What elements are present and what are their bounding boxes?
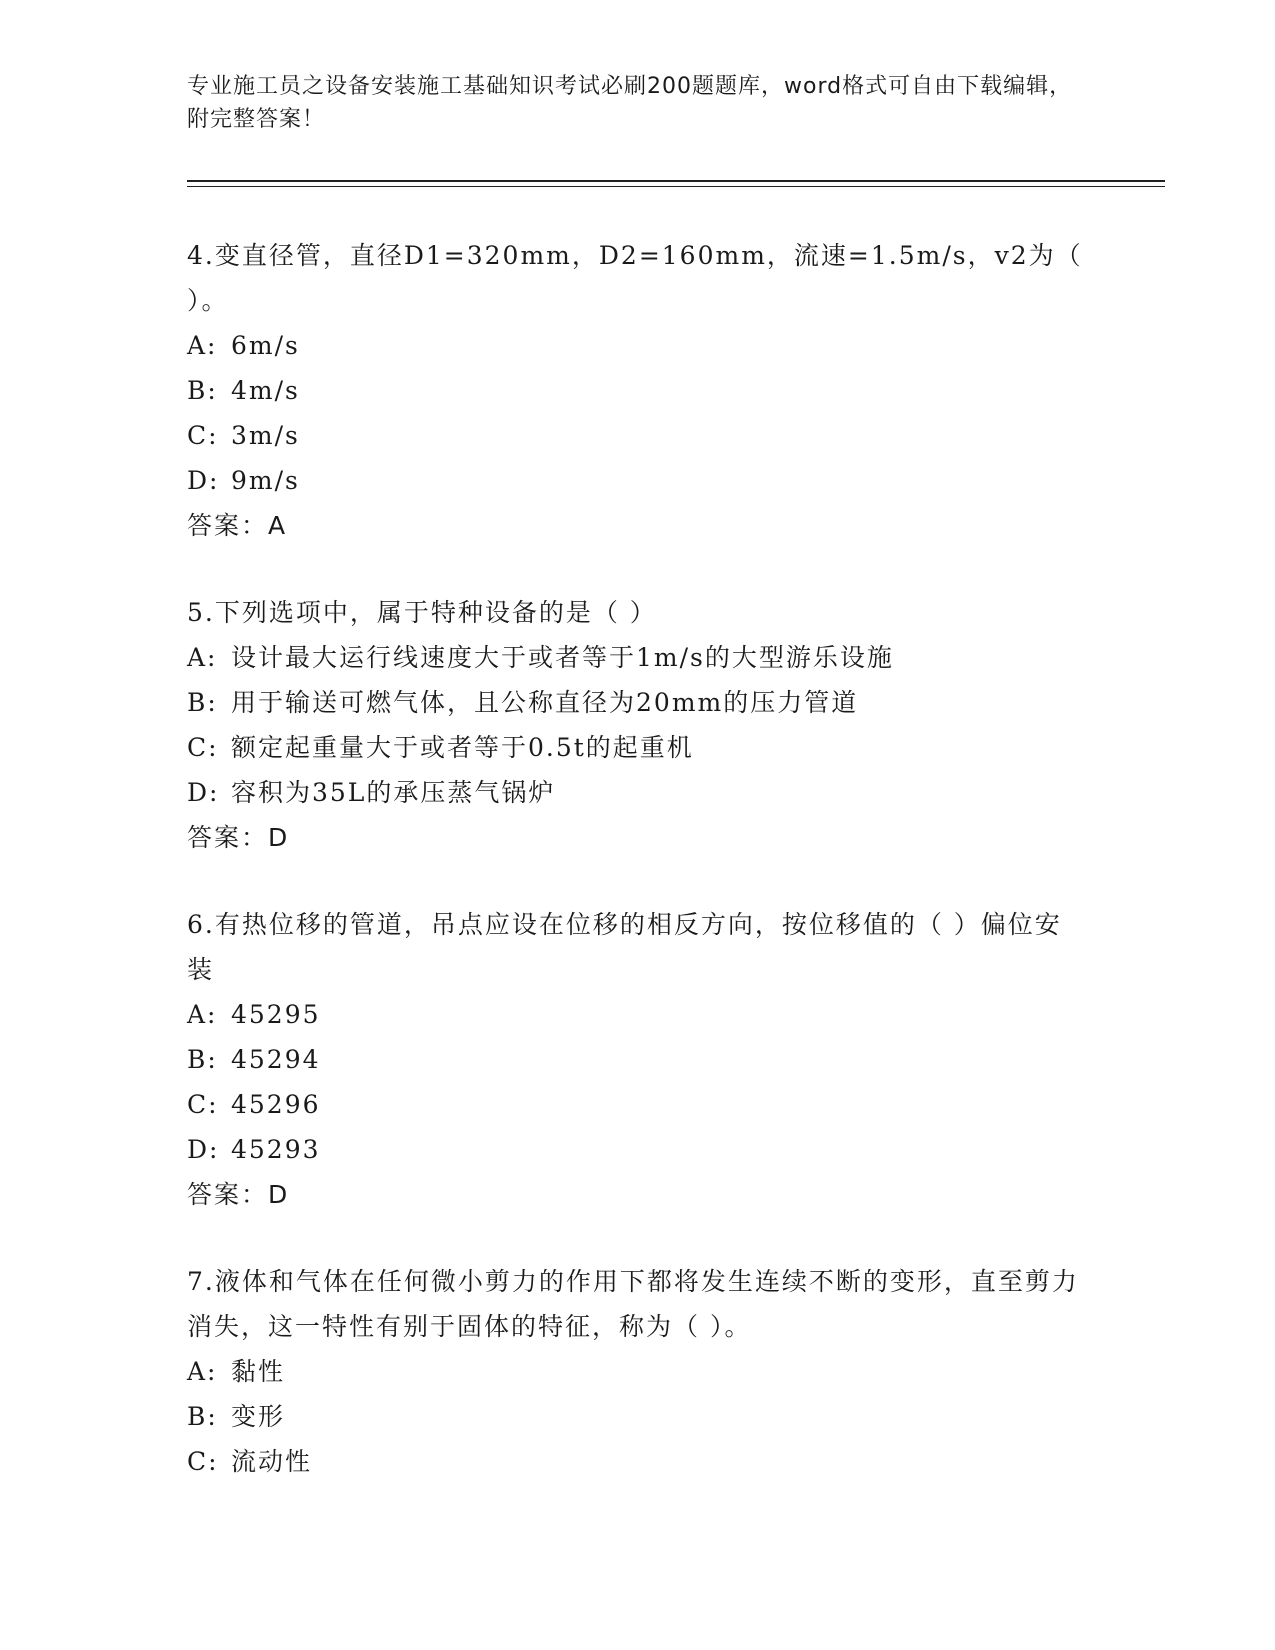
- option-c: [187, 413, 1087, 458]
- option-text: 黏性: [231, 1357, 286, 1386]
- option-text: 45295: [231, 1000, 321, 1029]
- option-text: 9m/s: [231, 466, 300, 495]
- option-letter: A:: [187, 1000, 218, 1029]
- option-text: 45293: [231, 1135, 321, 1164]
- option-text: 用于输送可燃气体，且公称直径为20mm的压力管道: [231, 688, 859, 717]
- question-list: [187, 233, 1087, 1526]
- option-d: [187, 458, 1087, 503]
- option-text: 45294: [231, 1045, 321, 1074]
- question-stem: 4.变直径管，直径D1=320mm，D2=160mm，流速=1.5m/s，v2为（ ）。: [187, 241, 1083, 315]
- option-text: 45296: [231, 1090, 321, 1119]
- answer-label: 答案：D: [187, 1180, 290, 1209]
- answer-label: 答案：D: [187, 823, 290, 852]
- option-text: 4m/s: [231, 376, 300, 405]
- question-stem: 5.下列选项中，属于特种设备的是（ ）: [187, 598, 657, 627]
- question-7: [187, 1259, 1087, 1484]
- header-rule: [187, 180, 1165, 182]
- option-d: [187, 1127, 1087, 1172]
- option-letter: D:: [187, 778, 220, 807]
- answer-label: 答案：A: [187, 511, 288, 540]
- option-letter: A:: [187, 1357, 218, 1386]
- option-letter: B:: [187, 376, 218, 405]
- option-text: 变形: [231, 1402, 286, 1431]
- option-b: [187, 368, 1087, 413]
- document-header: 专业施工员之设备安装施工基础知识考试必刷200题题库，word格式可自由下载编辑，附完整答案！: [187, 74, 1073, 132]
- option-letter: B:: [187, 1402, 218, 1431]
- option-letter: B:: [187, 688, 218, 717]
- option-b: [187, 680, 1087, 725]
- question-4: [187, 233, 1087, 548]
- option-a: [187, 1349, 1087, 1394]
- option-text: 6m/s: [231, 331, 300, 360]
- option-letter: C:: [187, 421, 219, 450]
- question-stem: 6.有热位移的管道，吊点应设在位移的相反方向，按位移值的（ ）偏位安装: [187, 910, 1062, 984]
- option-c: [187, 1439, 1087, 1484]
- option-letter: C:: [187, 1090, 219, 1119]
- option-c: [187, 725, 1087, 770]
- option-letter: C:: [187, 733, 219, 762]
- header-rule-thin: [187, 186, 1165, 187]
- option-letter: A:: [187, 643, 218, 672]
- option-text: 容积为35L的承压蒸气锅炉: [231, 778, 556, 807]
- option-letter: D:: [187, 1135, 220, 1164]
- question-5: [187, 590, 1087, 860]
- option-letter: B:: [187, 1045, 218, 1074]
- option-letter: D:: [187, 466, 220, 495]
- option-c: [187, 1082, 1087, 1127]
- option-text: 额定起重量大于或者等于0.5t的起重机: [231, 733, 694, 762]
- question-6: [187, 902, 1087, 1217]
- option-a: [187, 992, 1087, 1037]
- question-stem: 7.液体和气体在任何微小剪力的作用下都将发生连续不断的变形，直至剪力消失，这一特性有别于固体的特征，称为（ ）。: [187, 1267, 1079, 1341]
- option-text: 流动性: [231, 1447, 313, 1476]
- option-d: [187, 770, 1087, 815]
- option-b: [187, 1037, 1087, 1082]
- option-b: [187, 1394, 1087, 1439]
- option-letter: A:: [187, 331, 218, 360]
- option-a: [187, 323, 1087, 368]
- option-a: [187, 635, 1087, 680]
- option-text: 设计最大运行线速度大于或者等于1m/s的大型游乐设施: [231, 643, 894, 672]
- option-letter: C:: [187, 1447, 219, 1476]
- option-text: 3m/s: [231, 421, 300, 450]
